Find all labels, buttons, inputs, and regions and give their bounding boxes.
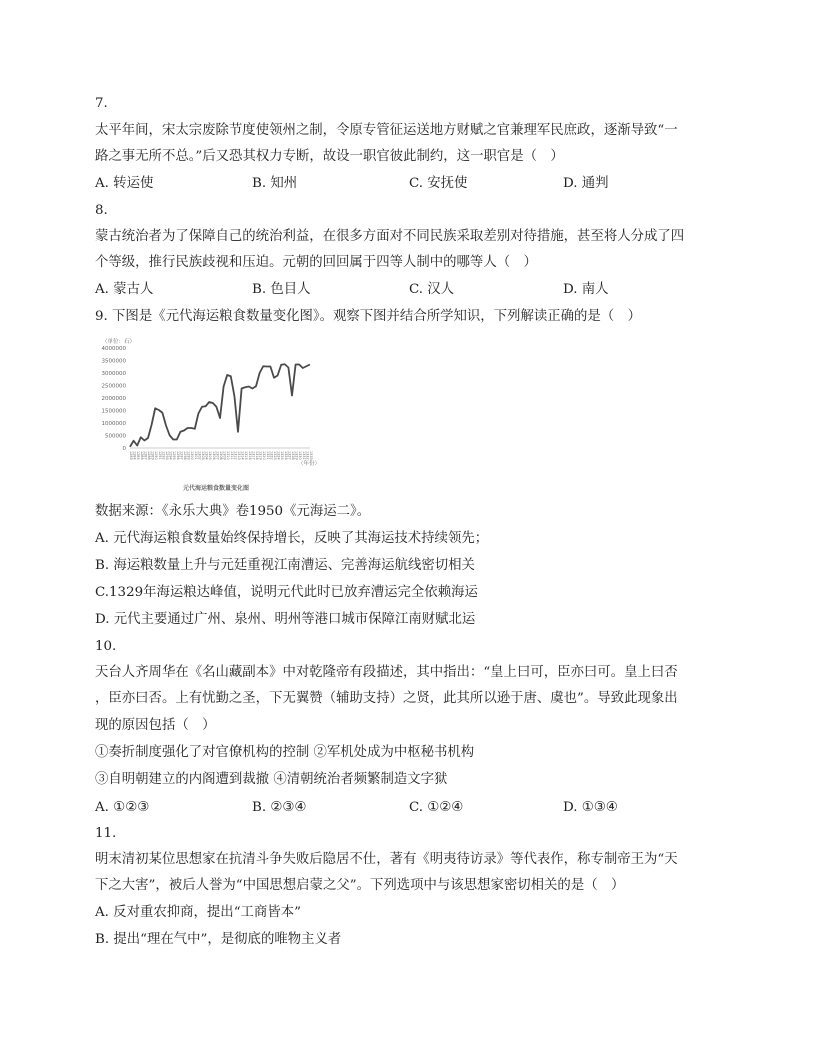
chart-x-tick-label: 1309 [222,451,227,460]
q7-option-b: B. 知州 [252,176,298,191]
q10-option-c: C. ①②④ [409,800,464,815]
grain-transport-line-chart [100,334,322,492]
q9-option-c: C.1329年海运粮达峰值，说明元代此时已放弃漕运完全依赖海运 [95,585,478,600]
chart-x-tick-label: 1298 [183,451,187,460]
chart-x-tick-label: 1290 [154,451,159,460]
chart-x-tick-label: 1325 [280,451,285,460]
chart-x-tick-label: 1320 [262,451,267,460]
q11-option-b: B. 提出“理在气中”，是彻底的唯物主义者 [95,932,342,947]
q9-option-a: A. 元代海运粮食数量始终保持增长，反映了其海运技术持续领先； [95,531,489,546]
chart-x-tick-label: 1317 [251,451,256,460]
q11-number: 11. [95,826,117,841]
chart-x-tick-label: 1287 [143,451,148,460]
chart-x-tick-label: 1305 [208,451,213,460]
chart-x-tick-label: 1307 [215,451,220,460]
q8-stem-line1: 蒙古统治者为了保障自己的统治利益，在很多方面对不同民族采取差别对待措施，甚至将人分成了四 [95,229,685,244]
chart-x-tick-label: 1295 [172,451,177,460]
chart-x-tick-label: 1316 [247,451,252,460]
q10-stem-line1: 天台人齐周华在《名山藏副本》中对乾隆帝有段描述，其中指出：“皇上曰可，臣亦曰可。皇上曰否 [95,665,678,680]
q7-number: 7. [95,96,108,111]
q9-stem: 9. 下图是《元代海运粮食数量变化图》。观察下图并结合所学知识，下列解读正确的是（ ） [95,309,641,324]
chart-x-tick-label: 1297 [179,451,184,460]
chart-x-tick-label: 1306 [211,451,216,460]
chart-x-tick-label: 1308 [219,451,223,460]
q11-stem-line1: 明末清初某位思想家在抗清斗争失败后隐居不仕，著有《明夷待访录》等代表作，称专制帝王为“天 [95,852,678,867]
q7-option-a: A. 转运使 [95,176,154,191]
q7-stem-line2: 路之事无所不总。”后又恐其权力专断，故设一职官彼此制约，这一职官是（ ） [95,149,564,164]
chart-x-tick-label: 1286 [139,451,144,460]
chart-series-line [130,364,310,447]
q9-option-d: D. 元代主要通过广州、泉州、明州等港口城市保障江南财赋北运 [95,612,476,627]
chart-x-tick-label: 1294 [168,451,173,460]
chart-x-tick-label: 1304 [204,451,209,460]
chart-x-tick-label: 1332 [305,451,310,460]
q10-option-a: A. ①②③ [95,800,150,815]
q8-number: 8. [95,203,108,218]
q10-stem-line2: ，臣亦曰否。上有忧勤之圣，下无翼赞（辅助支持）之贤，此其所以逊于唐、虞也”。导致此现象出 [95,691,678,706]
chart-x-tick-label: 1283 [129,451,133,460]
q11-option-a: A. 反对重农抑商，提出“工商皆本” [95,905,301,920]
chart-x-tick-label: 1312 [233,451,238,460]
q11-stem-line2: 下之大害”，被后人誉为“中国思想启蒙之父”。下列选项中与该思想家密切相关的是（ ） [95,878,625,893]
q7-option-d: D. 通判 [563,176,609,191]
chart-x-tick-label: 1331 [301,451,306,460]
chart-x-tick-label: 1292 [161,451,166,460]
chart-x-tick-label: 1333 [309,451,313,460]
q9-option-b: B. 海运粮数量上升与元廷重视江南漕运、完善海运航线密切相关 [95,558,475,573]
chart-y-tick-label: 0 [122,446,126,452]
q10-items-line1: ①奏折制度强化了对官僚机构的控制 ②军机处成为中枢秘书机构 [95,745,475,760]
chart-x-tick-label: 1284 [132,451,137,460]
chart-y-axis-label: （单位：石） [102,339,136,345]
chart-x-tick-label: 1301 [193,451,198,460]
chart-x-tick-label: 1300 [190,451,195,460]
chart-x-tick-label: 1315 [244,451,249,460]
chart-x-tick-label: 1289 [150,451,155,460]
chart-x-tick-label: 1291 [157,451,162,460]
q8-option-d: D. 南人 [563,282,609,297]
chart-x-tick-label: 1310 [226,451,231,460]
q10-stem-line3: 现的原因包括（ ） [95,718,216,733]
chart-x-tick-label: 1318 [255,451,259,460]
chart-x-tick-label: 1326 [283,451,288,460]
q7-option-c: C. 安抚使 [409,176,468,191]
chart-x-tick-label: 1322 [269,451,274,460]
chart-x-tick-label: 1323 [273,451,277,460]
chart-y-tick-label: 2000000 [101,396,126,402]
chart-x-tick-label: 1311 [229,451,234,460]
chart-y-tick-label: 1500000 [101,408,126,415]
chart-y-tick-label: 4000000 [101,346,126,352]
q8-option-a: A. 蒙古人 [95,282,154,297]
chart-title: 元代海运粮食数量变化图 [182,485,250,492]
chart-x-tick-label: 1329 [294,451,299,460]
q10-number: 10. [95,639,117,654]
chart-x-tick-label: 1303 [201,451,205,460]
chart-x-tick-label: 1299 [186,451,191,460]
chart-x-tick-label: 1327 [287,451,292,460]
q8-option-c: C. 汉人 [409,282,455,297]
chart-y-tick-label: 1000000 [101,421,126,427]
q10-items-line2: ③自明朝建立的内阁遭到裁撤 ④清朝统治者频繁制造文字狱 [95,772,448,787]
chart-x-tick-label: 1313 [237,451,241,460]
q9-data-source: 数据来源：《永乐大典》卷1950《元海运二》。 [95,504,371,519]
chart-y-tick-label: 500000 [105,433,126,440]
q8-stem-line2: 个等级，推行民族歧视和压迫。元朝的回回属于四等人制中的哪等人（ ） [95,255,537,270]
chart-x-tick-label: 1328 [291,451,295,460]
chart-x-tick-label: 1314 [240,451,245,460]
chart-x-tick-label: 1288 [147,451,151,460]
chart-x-axis-label: （年份） [298,461,321,467]
chart-x-tick-label: 1321 [265,451,270,460]
q10-option-b: B. ②③④ [252,800,307,815]
chart-x-tick-label: 1293 [165,451,169,460]
chart-y-tick-label: 2500000 [101,383,126,390]
q10-option-d: D. ①③④ [563,800,618,815]
chart-x-tick-label: 1319 [258,451,263,460]
chart-x-tick-label: 1324 [276,451,281,460]
chart-y-tick-label: 3500000 [101,358,126,365]
q8-option-b: B. 色目人 [252,282,311,297]
chart-x-tick-label: 1302 [197,451,202,460]
chart-x-tick-label: 1285 [136,451,141,460]
chart-x-tick-label: 1296 [175,451,180,460]
chart-x-tick-label: 1330 [298,451,303,460]
chart-y-tick-label: 3000000 [101,371,126,377]
q7-stem-line1: 太平年间，宋太宗废除节度使领州之制，令原专管征运送地方财赋之官兼理军民庶政，逐渐导致“一 [95,123,678,138]
